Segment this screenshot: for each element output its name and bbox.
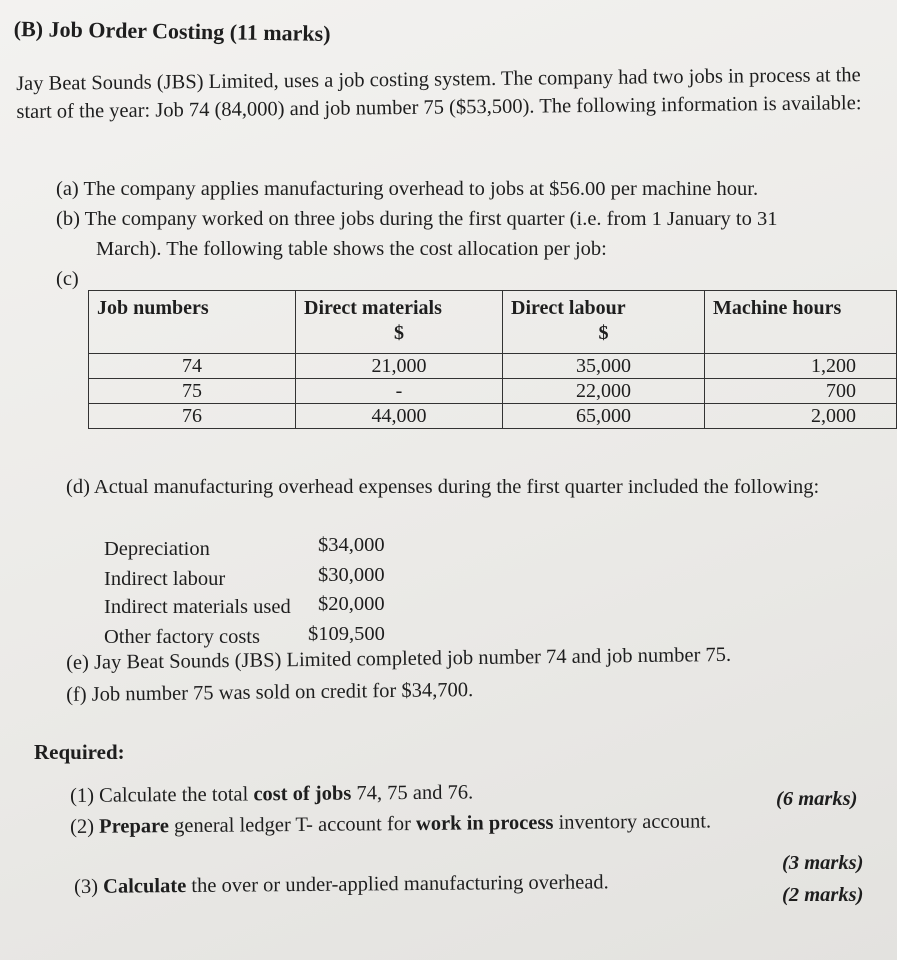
overhead-value: $109,500 xyxy=(308,623,385,645)
cell-materials: 21,000 xyxy=(296,354,503,379)
q1-marks: (6 marks) xyxy=(776,788,858,810)
required-title: Required: xyxy=(34,740,125,764)
cell-labour: 65,000 xyxy=(503,404,705,429)
q2-number: (2) xyxy=(70,815,100,838)
q1-bold-text: cost of jobs xyxy=(253,782,352,806)
q1-text: (1) Calculate the total xyxy=(70,783,254,807)
q2-bold-text-2: work in process xyxy=(415,811,554,835)
cell-job: 74 xyxy=(89,354,296,379)
overhead-value: $34,000 xyxy=(318,534,385,556)
cell-job: 76 xyxy=(89,404,296,429)
item-f: (f) Job number 75 was sold on credit for $34,700. xyxy=(66,679,474,706)
q3-text: the over or under-applied manufacturing overhead. xyxy=(186,871,609,898)
q2-bold-text: Prepare xyxy=(99,815,170,838)
header-machine-hours xyxy=(705,291,897,354)
item-e: (e) Jay Beat Sounds (JBS) Limited completed job number 74 and job number 75. xyxy=(66,643,732,674)
table-row xyxy=(89,354,897,379)
cell-machine: 2,000 xyxy=(705,404,897,429)
table-row xyxy=(89,404,897,429)
question-2 xyxy=(70,810,711,839)
overhead-label: Indirect materials used xyxy=(104,596,291,618)
header-labour-unit: $ xyxy=(598,322,609,344)
item-b-line2: March). The following table shows the cost allocation per job: xyxy=(96,238,607,260)
header-labour-label: Direct labour xyxy=(511,297,626,319)
q2-marks: (3 marks) xyxy=(782,852,864,874)
item-c: (c) xyxy=(56,268,79,290)
question-1 xyxy=(70,781,473,808)
question-3 xyxy=(74,871,609,899)
header-machine-label: Machine hours xyxy=(713,297,842,319)
item-d: (d) Actual manufacturing overhead expenses during the first quarter included the following: xyxy=(66,476,820,498)
intro-paragraph: Jay Beat Sounds (JBS) Limited, uses a job costing system. The company had two jobs in process at the start of the year: Job 74 (84,000) and job number 75 ($53,500). The following information is available: xyxy=(16,64,862,123)
overhead-label: Other factory costs xyxy=(104,626,260,648)
q3-bold-text: Calculate xyxy=(103,875,187,898)
header-direct-materials xyxy=(296,291,503,354)
cell-machine: 700 xyxy=(705,379,897,404)
cell-labour: 35,000 xyxy=(503,354,705,379)
cell-machine: 1,200 xyxy=(705,354,897,379)
overhead-value: $30,000 xyxy=(318,564,385,586)
q2-text-end: inventory account. xyxy=(553,810,712,834)
cost-allocation-table xyxy=(88,290,897,429)
overhead-label: Depreciation xyxy=(104,538,210,560)
cell-job: 75 xyxy=(89,379,296,404)
item-b-line1: (b) The company worked on three jobs during the first quarter (i.e. from 1 January to 31 xyxy=(56,208,778,230)
table-row xyxy=(89,379,897,404)
overhead-label: Indirect labour xyxy=(104,568,226,590)
cell-materials: 44,000 xyxy=(296,404,503,429)
overhead-value: $20,000 xyxy=(318,593,385,615)
section-heading: (B) Job Order Costing (11 marks) xyxy=(13,16,331,46)
cell-labour: 22,000 xyxy=(503,379,705,404)
cell-materials: - xyxy=(296,379,503,404)
q1-text-end: 74, 75 and 76. xyxy=(351,781,474,805)
item-a: (a) The company applies manufacturing overhead to jobs at $56.00 per machine hour. xyxy=(56,178,759,200)
header-direct-labour xyxy=(503,291,705,354)
q3-number: (3) xyxy=(74,875,104,898)
table-header-row xyxy=(89,291,897,354)
header-job-label: Job numbers xyxy=(97,297,209,319)
q3-marks: (2 marks) xyxy=(782,884,864,906)
header-materials-unit: $ xyxy=(394,322,404,344)
header-job-numbers xyxy=(89,291,296,354)
header-materials-label: Direct materials xyxy=(304,297,442,319)
q2-text: general ledger T- account for xyxy=(168,812,417,838)
